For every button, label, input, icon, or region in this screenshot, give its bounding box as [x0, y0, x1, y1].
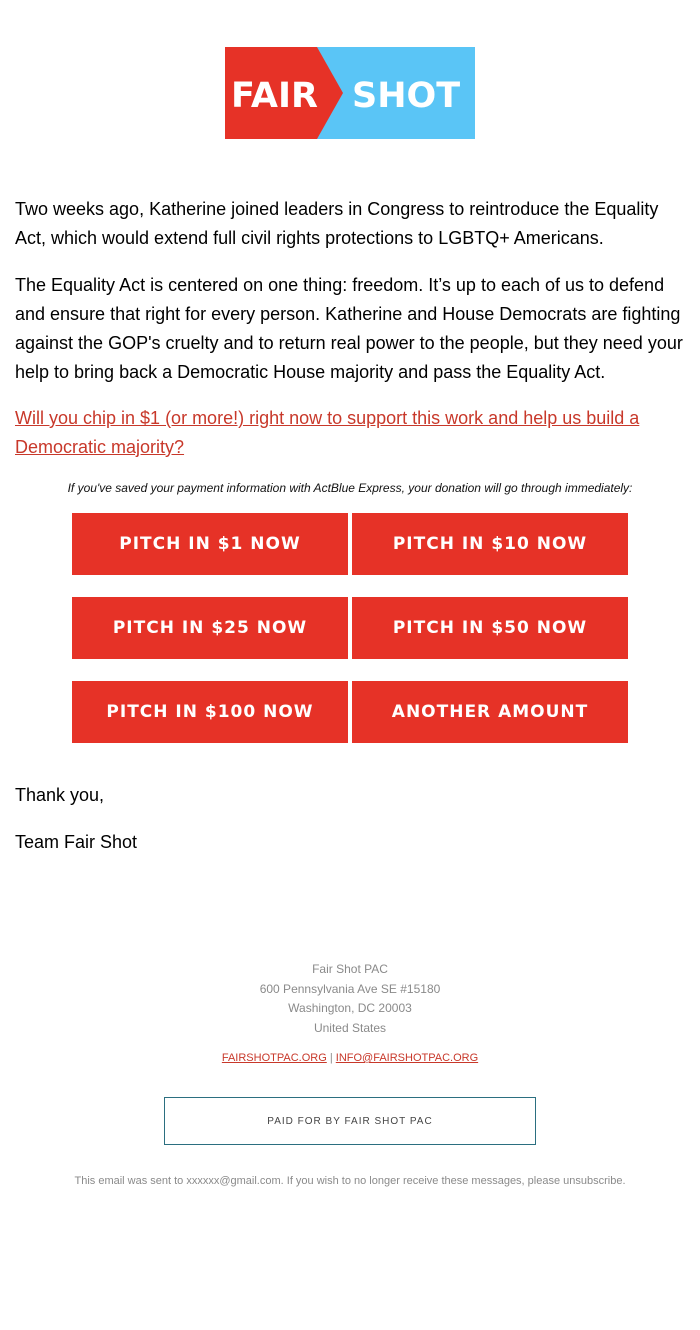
donation-ask: [15, 404, 687, 462]
link-separator: |: [329, 1052, 333, 1064]
fair-shot-logo-graphic: [225, 47, 475, 139]
signoff-team: Team Fair Shot: [15, 832, 138, 852]
intro-paragraph: Two weeks ago, Katherine joined leaders in Congress to reintroduce the Equality Act, which would extend full civil rights protections to LGBTQ+ Americans.: [15, 199, 659, 248]
website-link[interactable]: FAIRSHOTPAC.ORG: [221, 1052, 327, 1064]
footer-country: United States: [313, 1020, 387, 1035]
another-amount-button[interactable]: ANOTHER AMOUNT: [352, 681, 628, 743]
logo-right-word: SHOT: [352, 76, 461, 116]
pitch-in-50-button[interactable]: PITCH IN $50 NOW: [352, 597, 628, 659]
recipient-email: xxxxxx@gmail.com: [186, 1175, 281, 1187]
paid-for-disclaimer: [164, 1097, 536, 1145]
logo-left-word: FAIR: [231, 76, 318, 116]
pitch-in-100-button[interactable]: PITCH IN $100 NOW: [72, 681, 348, 743]
pitch-in-1-button[interactable]: PITCH IN $1 NOW: [72, 513, 348, 575]
footer-street: 600 Pennsylvania Ave SE #15180: [259, 981, 441, 996]
footer-org: Fair Shot PAC: [312, 962, 388, 976]
equality-act-paragraph: The Equality Act is centered on one thing: freedom. It’s up to each of us to defend and ensure that right for every person. Katherine and House Democrats are fighting against the GOP's cruelty and to return real power to the people, but they need your help to bring back a Democratic House majority and pass the Equality Act.: [15, 275, 683, 382]
email-link[interactable]: INFO@FAIRSHOTPAC.ORG: [335, 1052, 479, 1064]
actblue-express-note: If you've saved your payment information with ActBlue Express, your donation will go through immediately:: [67, 481, 633, 495]
pitch-in-25-button[interactable]: PITCH IN $25 NOW: [72, 597, 348, 659]
unsubscribe-notice: [0, 1175, 700, 1187]
unsub-suffix: . If you wish to no longer receive these messages, please unsubscribe.: [280, 1175, 626, 1187]
unsub-prefix: This email was sent to: [74, 1175, 187, 1187]
signoff-thanks: Thank you,: [15, 785, 105, 805]
footer-links: [0, 1052, 700, 1064]
pitch-in-10-button[interactable]: PITCH IN $10 NOW: [352, 513, 628, 575]
footer-address: [0, 960, 700, 1038]
fair-shot-logo: [225, 47, 475, 139]
paid-for-text: PAID FOR BY FAIR SHOT PAC: [267, 1115, 433, 1127]
donation-ask-link[interactable]: Will you chip in $1 (or more!) right now to support this work and help us build a Democratic majority?: [15, 408, 640, 457]
footer-city: Washington, DC 20003: [288, 1001, 412, 1015]
